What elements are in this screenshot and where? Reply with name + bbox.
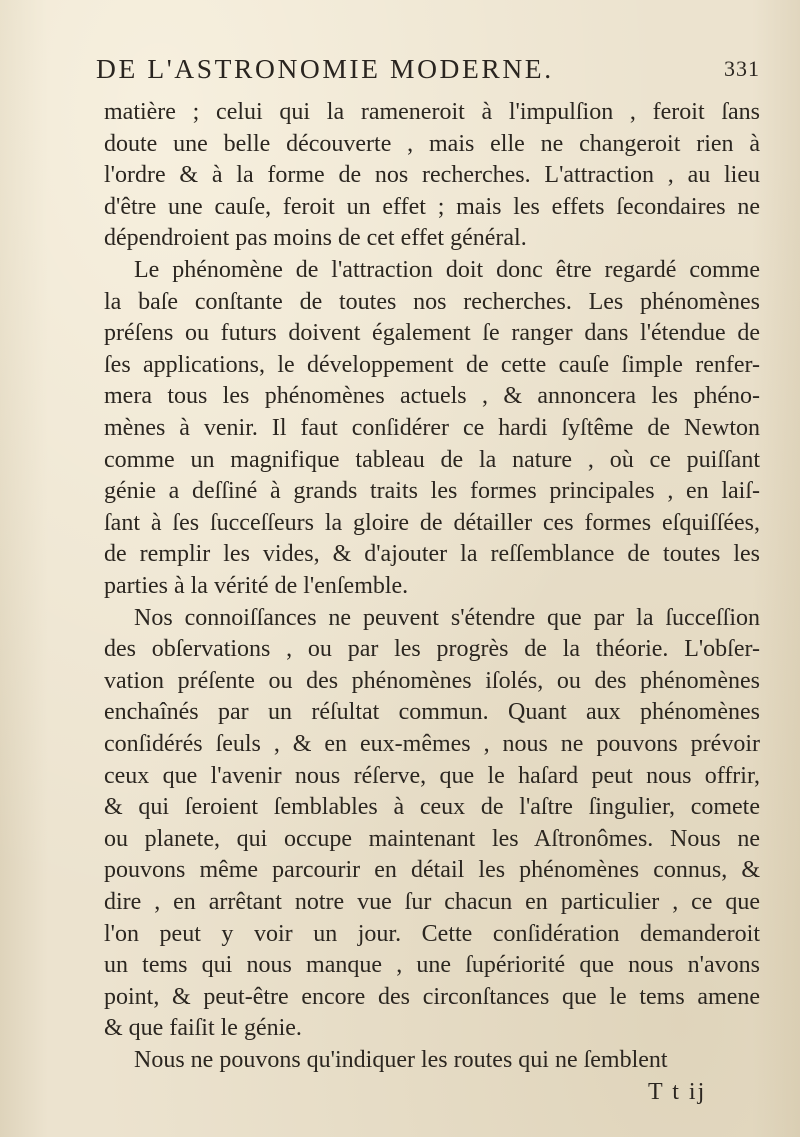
running-head	[96, 44, 760, 94]
text-line: la baſe conſtante de toutes nos recherches. Les phénomènes	[104, 288, 760, 315]
signature-mark: T t ij	[648, 1078, 707, 1105]
text-line: mera tous les phénomènes actuels , & annoncera les phéno-	[104, 383, 760, 410]
text-line: enchaînés par un réſultat commun. Quant aux phénomènes	[104, 699, 760, 726]
text-line: ou planete, qui occupe maintenant les Aſtronômes. Nous ne	[104, 825, 760, 852]
text-line: dépendroient pas moins de cet effet général.	[104, 225, 527, 252]
text-line: un tems qui nous manque , une ſupériorité que nous n'avons	[104, 952, 760, 979]
text-line: point, & peut-être encore des circonſtances que le tems amene	[104, 983, 760, 1010]
text-line: dire , en arrêtant notre vue ſur chacun en particulier , ce que	[104, 889, 760, 915]
text-line: ſant à ſes ſucceſſeurs la gloire de détailler ces formes eſquiſſées,	[104, 509, 760, 536]
text-line: de remplir les vides, & d'ajouter la reſſemblance de toutes les	[104, 541, 760, 568]
text-line: génie a deſſiné à grands traits les formes principales , en laiſ-	[104, 478, 760, 505]
text-line: l'on peut y voir un jour. Cette conſidération demanderoit	[104, 920, 760, 947]
text-line: parties à la vérité de l'enſemble.	[104, 573, 409, 599]
page-number: 331	[724, 56, 760, 81]
text-line: pouvons même parcourir en détail les phénomènes connus, &	[104, 857, 760, 884]
text-line: d'être une cauſe, feroit un effet ; mais les effets ſecondaires ne	[104, 193, 760, 220]
text-line: conſidérés ſeuls , & en eux-mêmes , nous ne pouvons prévoir	[104, 731, 760, 757]
text-line: mènes à venir. Il faut conſidérer ce hardi ſyſtême de Newton	[104, 415, 760, 441]
text-line: comme un magnifique tableau de la nature , où ce puiſſant	[104, 446, 760, 473]
text-line: Le phénomène de l'attraction doit donc être regardé comme	[134, 257, 760, 283]
text-line: préſens ou futurs doivent également ſe ranger dans l'étendue de	[104, 320, 760, 347]
text-line: l'ordre & à la forme de nos recherches. L'attraction , au lieu	[104, 162, 760, 189]
text-line: & que faiſit le génie.	[104, 1015, 302, 1042]
text-line: des obſervations , ou par les progrès de la théorie. L'obſer-	[104, 636, 760, 663]
text-line: doute une belle découverte , mais elle ne changeroit rien à	[104, 130, 760, 157]
text-line: matière ; celui qui la rameneroit à l'impulſion , feroit ſans	[104, 99, 760, 125]
text-line: & qui ſeroient ſemblables à ceux de l'aſtre ſingulier, comete	[104, 794, 760, 821]
text-line: ſes applications, le développement de cette cauſe ſimple renfer-	[104, 351, 760, 378]
running-title: DE L'ASTRONOMIE MODERNE.	[96, 53, 554, 84]
text-line: ceux que l'avenir nous réſerve, que le haſard peut nous offrir,	[104, 762, 760, 789]
text-line: vation préſente ou des phénomènes iſolés, ou des phénomènes	[104, 667, 760, 694]
text-line: Nos connoiſſances ne peuvent s'étendre que par la ſucceſſion	[134, 604, 760, 631]
text-line: Nous ne pouvons qu'indiquer les routes qui ne ſemblent	[134, 1047, 668, 1073]
